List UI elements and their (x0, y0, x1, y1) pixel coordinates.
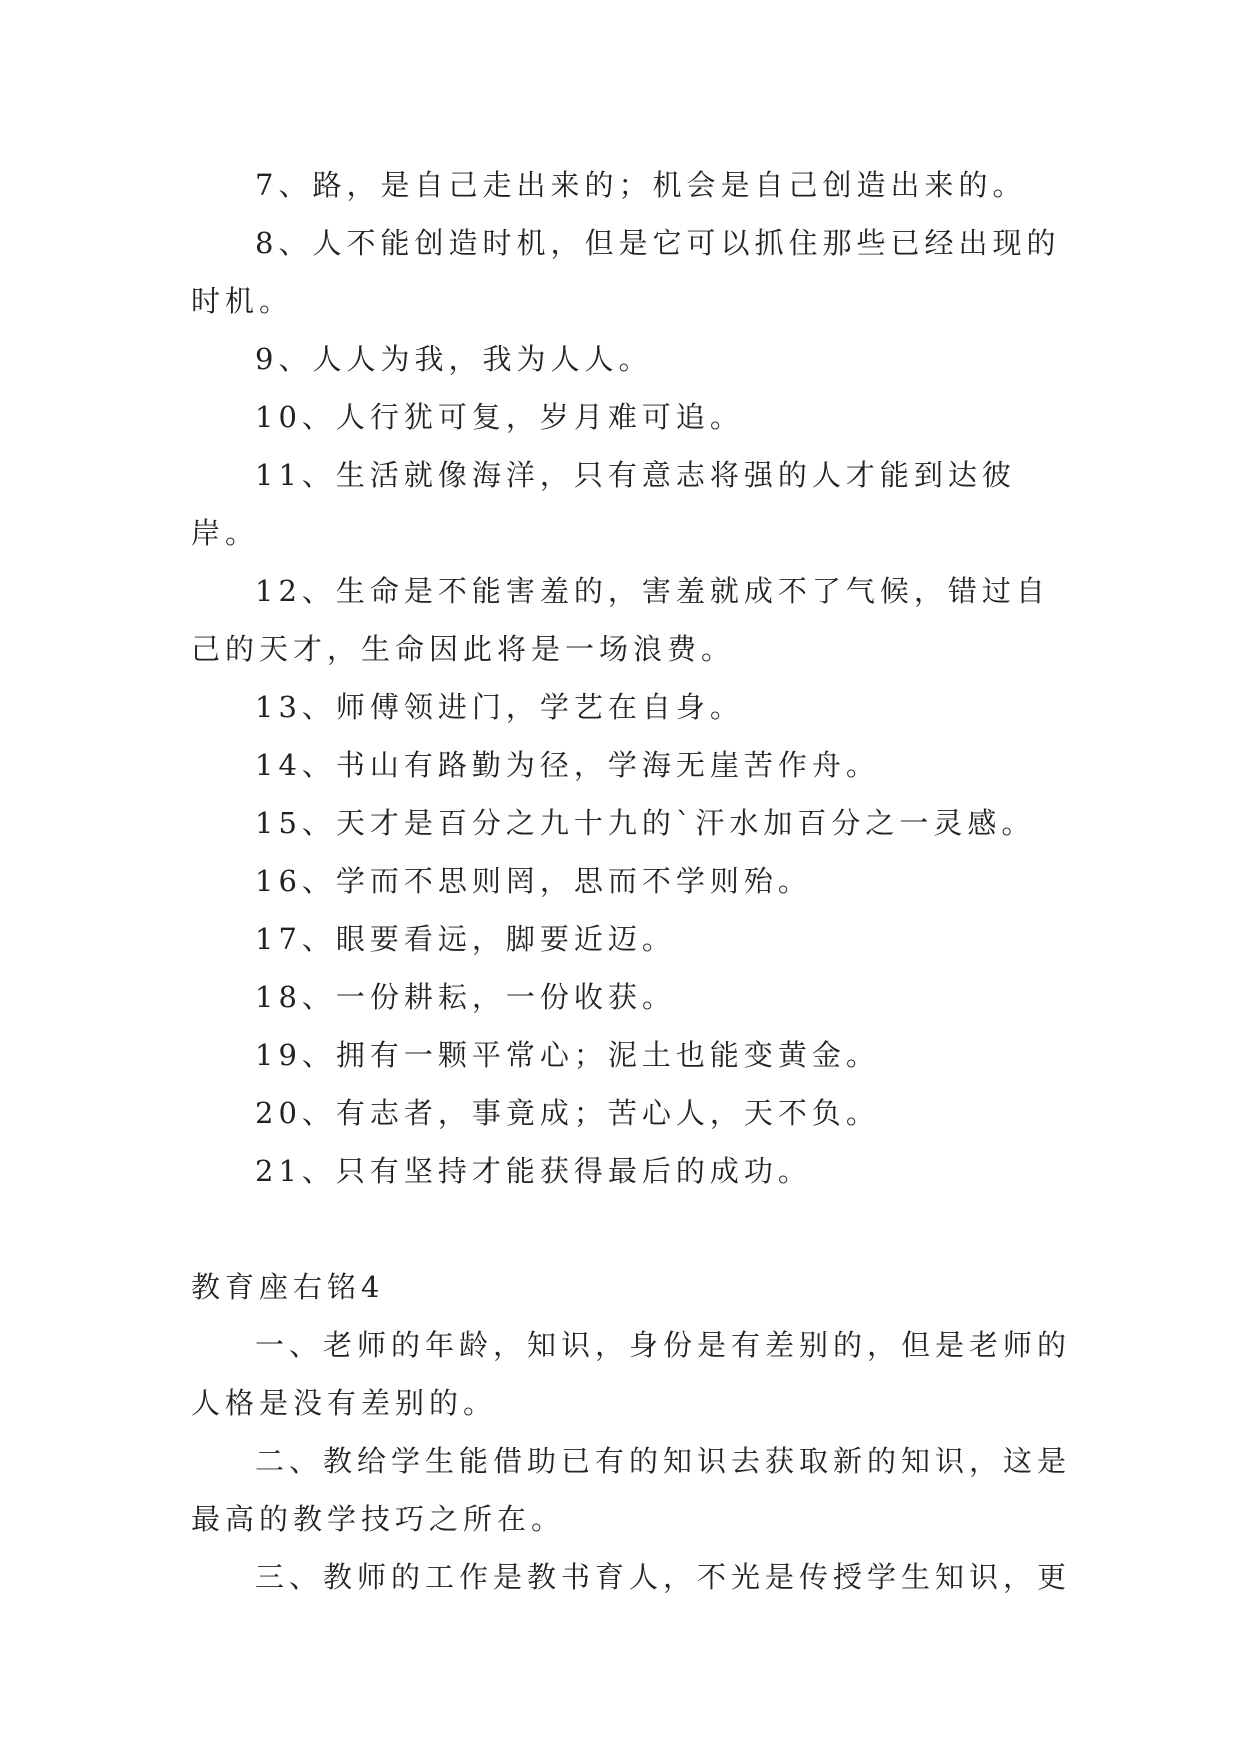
motto-item-20: 20、有志者，事竟成；苦心人，天不负。 (255, 1096, 880, 1130)
motto-item-11: 11、生活就像海洋，只有意志将强的人才能到达彼岸。 (191, 458, 1016, 550)
motto-item-15: 15、天才是百分之九十九的`汗水加百分之一灵感。 (255, 806, 1036, 840)
motto-item-13: 13、师傅领进门，学艺在自身。 (255, 690, 744, 724)
section-item-3: 三、教师的工作是教书育人，不光是传授学生知识，更 (255, 1560, 1072, 1594)
section-item-1: 一、老师的年龄，知识，身份是有差别的，但是老师的人格是没有差别的。 (191, 1328, 1072, 1420)
section-heading: 教育座右铭4 (191, 1270, 385, 1304)
motto-item-8: 8、人不能创造时机，但是它可以抓住那些已经出现的时机。 (191, 226, 1061, 318)
section-item-2: 二、教给学生能借助已有的知识去获取新的知识，这是最高的教学技巧之所在。 (191, 1444, 1072, 1536)
motto-item-7: 7、路，是自己走出来的；机会是自己创造出来的。 (255, 168, 1027, 202)
motto-item-19: 19、拥有一颗平常心；泥土也能变黄金。 (255, 1038, 880, 1072)
motto-item-9: 9、人人为我，我为人人。 (255, 342, 653, 376)
motto-item-18: 18、一份耕耘，一份收获。 (255, 980, 676, 1014)
motto-item-14: 14、书山有路勤为径，学海无崖苦作舟。 (255, 748, 880, 782)
document-body (191, 156, 1071, 1606)
motto-item-10: 10、人行犹可复，岁月难可追。 (255, 400, 744, 434)
motto-item-21: 21、只有坚持才能获得最后的成功。 (255, 1154, 812, 1188)
motto-item-17: 17、眼要看远，脚要近迈。 (255, 922, 676, 956)
motto-item-16: 16、学而不思则罔，思而不学则殆。 (255, 864, 812, 898)
motto-item-12: 12、生命是不能害羞的，害羞就成不了气候，错过自己的天才，生命因此将是一场浪费。 (191, 574, 1050, 666)
